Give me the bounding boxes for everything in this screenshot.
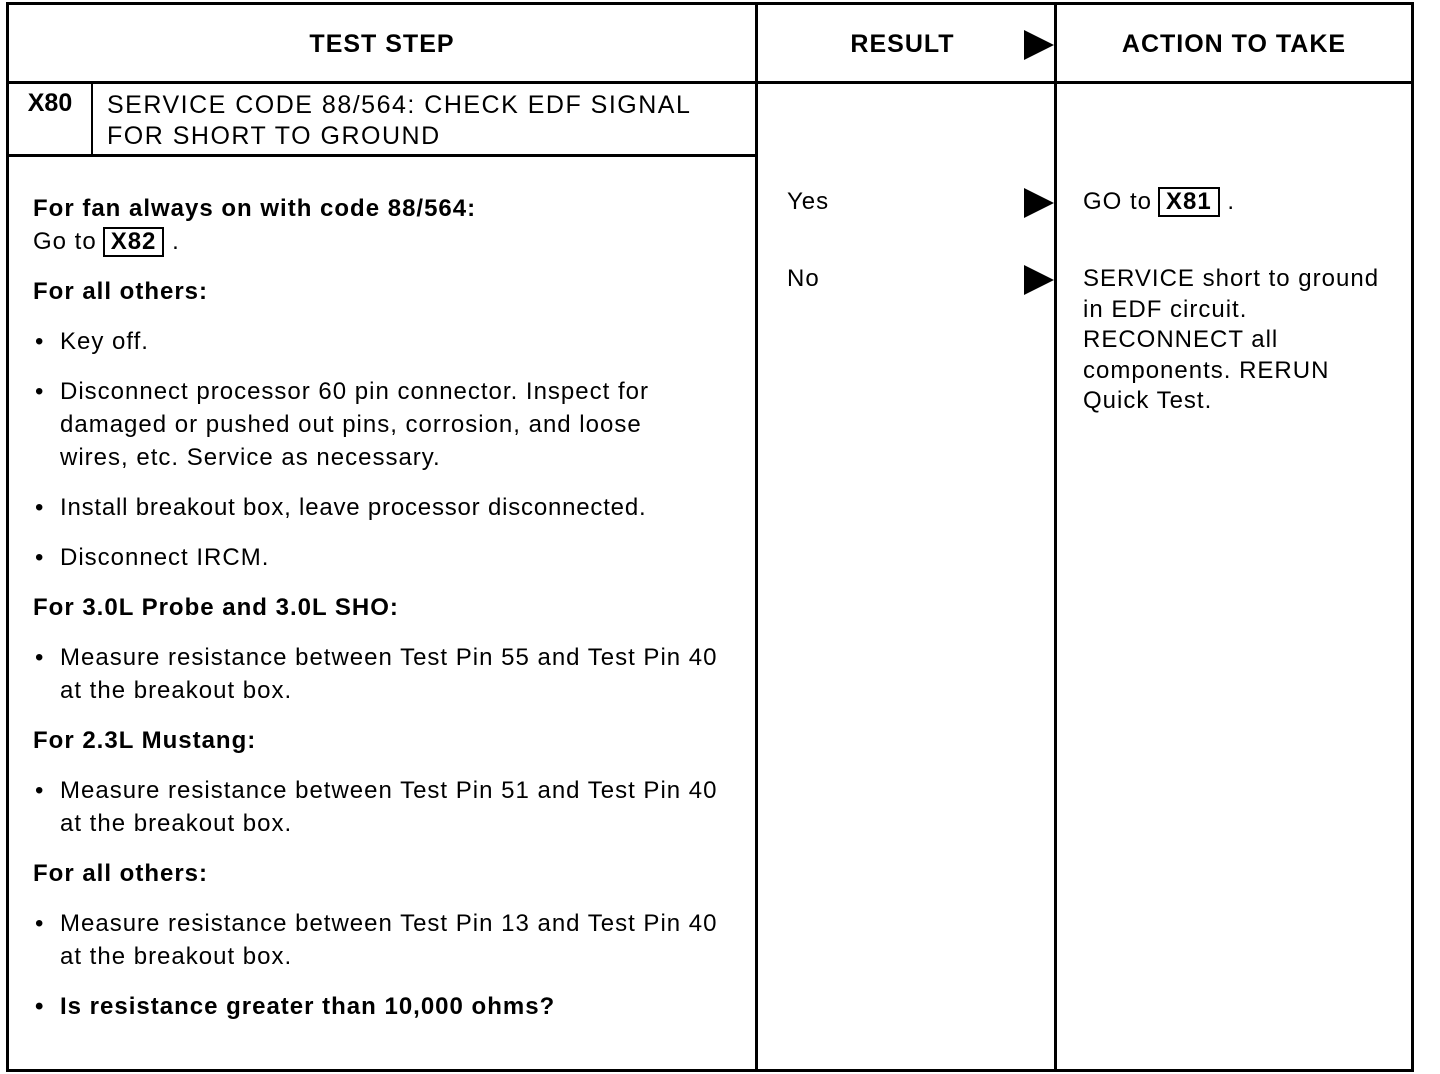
bullet-pin51 xyxy=(33,774,738,840)
bullet-dot-icon: • xyxy=(35,644,45,671)
fan-instructions xyxy=(33,192,738,258)
others-heading-1: For all others: xyxy=(33,278,209,305)
header-action: ACTION TO TAKE xyxy=(1121,30,1347,58)
result-no: No xyxy=(787,265,820,292)
result-no-arrow-icon xyxy=(1024,265,1054,295)
bullet-dot-icon: • xyxy=(35,378,45,405)
bullet-dot-icon: • xyxy=(35,494,45,521)
bullet-key-off xyxy=(33,325,738,358)
header-result: RESULT xyxy=(850,30,955,58)
goto-x82-ref[interactable]: X82 xyxy=(103,227,165,257)
table-top-border xyxy=(6,2,1414,5)
test-step-body xyxy=(33,192,738,1040)
bullet-breakout-text: Install breakout box, leave processor disconnected. xyxy=(60,494,647,521)
step-code: X80 xyxy=(27,89,73,117)
bullet-disconnect xyxy=(33,375,738,474)
result-yes-arrow-icon xyxy=(1024,188,1054,218)
table-right-border xyxy=(1411,2,1414,1072)
bullet-pin55-text: Measure resistance between Test Pin 55 and Test Pin 40 at the breakout box. xyxy=(60,644,718,704)
action-yes-prefix: GO to xyxy=(1083,188,1153,215)
others-heading-2: For all others: xyxy=(33,860,209,887)
result-yes: Yes xyxy=(787,188,830,215)
bullet-pin13-text: Measure resistance between Test Pin 13 and Test Pin 40 at the breakout box. xyxy=(60,910,718,970)
bullet-key-off-text: Key off. xyxy=(60,328,149,355)
fan-heading: For fan always on with code 88/564: xyxy=(33,195,477,222)
bullet-question xyxy=(33,990,738,1023)
goto-suffix: . xyxy=(172,228,180,255)
probe-heading: For 3.0L Probe and 3.0L SHO: xyxy=(33,594,399,621)
column-divider-result xyxy=(755,2,758,1072)
action-yes xyxy=(1083,187,1403,218)
bullet-disconnect-text: Disconnect processor 60 pin connector. Inspect for damaged or pushed out pins, corrosion, and loose wires, etc. Service as necessary. xyxy=(60,378,649,471)
mustang-heading: For 2.3L Mustang: xyxy=(33,727,257,754)
bullet-dot-icon: • xyxy=(35,777,45,804)
table-left-border xyxy=(6,2,9,1072)
bullet-breakout xyxy=(33,491,738,524)
bullet-dot-icon: • xyxy=(35,328,45,355)
action-no: SERVICE short to ground in EDF circuit. RECONNECT all components. RERUN Quick Test. xyxy=(1083,265,1380,414)
column-divider-action xyxy=(1054,2,1057,1072)
header-divider xyxy=(6,81,1414,84)
goto-x81-ref[interactable]: X81 xyxy=(1158,187,1220,217)
bullet-pin51-text: Measure resistance between Test Pin 51 and Test Pin 40 at the breakout box. xyxy=(60,777,718,837)
bullet-pin55 xyxy=(33,641,738,707)
bullet-dot-icon: • xyxy=(35,544,45,571)
bullet-pin13 xyxy=(33,907,738,973)
step-title-bottom xyxy=(6,154,758,157)
bullet-ircm xyxy=(33,541,738,574)
bullet-dot-icon: • xyxy=(35,993,45,1020)
goto-prefix: Go to xyxy=(33,228,97,255)
bullet-ircm-text: Disconnect IRCM. xyxy=(60,544,270,571)
bullet-question-text: Is resistance greater than 10,000 ohms? xyxy=(60,993,556,1020)
header-arrow-icon xyxy=(1024,30,1054,60)
header-test-step: TEST STEP xyxy=(309,30,455,58)
action-yes-suffix: . xyxy=(1227,188,1236,215)
table-bottom-border xyxy=(6,1069,1414,1072)
step-title: SERVICE CODE 88/564: CHECK EDF SIGNAL FOR SHORT TO GROUND xyxy=(107,91,691,150)
bullet-dot-icon: • xyxy=(35,910,45,937)
